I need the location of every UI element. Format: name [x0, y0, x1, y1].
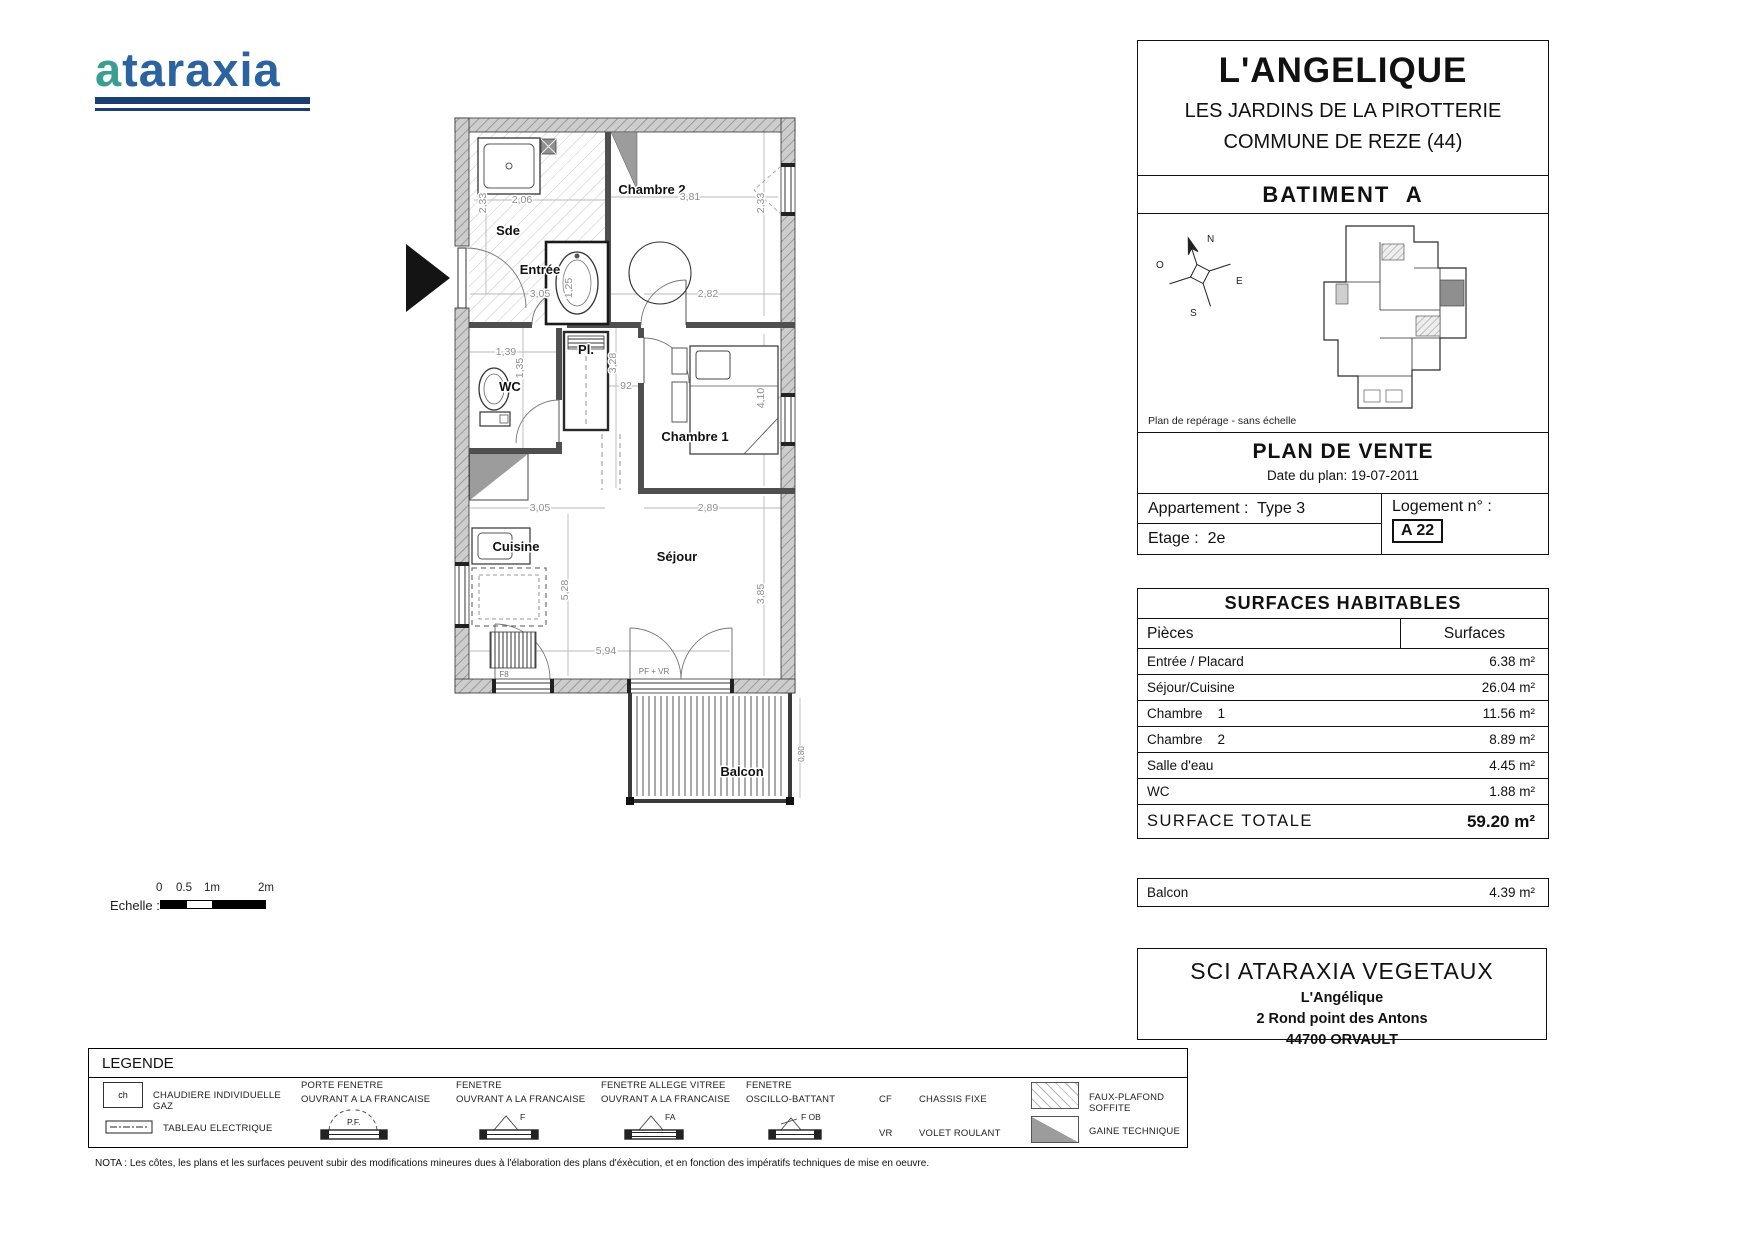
table-row: [1138, 753, 1548, 779]
piece-name: WC: [1147, 784, 1170, 799]
legend: [88, 1048, 1188, 1148]
batiment-label: BATIMENT A: [1138, 176, 1548, 214]
compass-n: N: [1207, 234, 1215, 245]
company-name: SCI ATARAXIA VEGETAUX: [1190, 958, 1494, 984]
ataraxia-logo: [95, 43, 310, 111]
legend-fob-2: OSCILLO-BATTANT: [746, 1094, 836, 1105]
project-names: [1138, 41, 1548, 176]
dimension-label: PF + VR: [638, 667, 670, 676]
balcon-row: [1137, 878, 1549, 907]
project-commune: COMMUNE DE REZE (44): [1223, 131, 1463, 153]
project-title: L'ANGELIQUE: [1218, 51, 1468, 90]
dimension-label: 0,80: [797, 746, 806, 762]
piece-name: Chambre 1: [1147, 706, 1226, 721]
dimension-label: 1,35: [514, 357, 526, 379]
dimension-label: 3,81: [679, 191, 701, 203]
plan-de-vente-section: [1138, 433, 1548, 494]
legend-gaine: GAINE TECHNIQUE: [1089, 1126, 1180, 1137]
piece-name: Salle d'eau: [1147, 758, 1214, 773]
legend-vr: VOLET ROULANT: [919, 1128, 1001, 1139]
scale-bar-graphic: [160, 900, 266, 909]
piece-name: Entrée / Placard: [1147, 654, 1244, 669]
logement-label: Logement n° :: [1392, 498, 1492, 515]
dimension-label: 92: [620, 380, 632, 392]
gaine-technique-swatch: [1031, 1116, 1079, 1143]
legend-f-2: OUVRANT A LA FRANCAISE: [456, 1094, 586, 1105]
room-label: Sde: [496, 223, 520, 238]
fenetre-icon: [472, 1108, 548, 1142]
room-label: Entrée: [519, 262, 561, 277]
dimension-label: F8: [499, 670, 509, 679]
balcony: [626, 693, 794, 805]
room-label: Balcon: [720, 764, 764, 779]
compass-rose-icon: [1154, 228, 1246, 320]
legend-fa-2: OUVRANT A LA FRANCAISE: [601, 1094, 731, 1105]
porte-fenetre-icon: [317, 1108, 393, 1142]
compass-e: E: [1236, 276, 1243, 287]
legend-f-1: FENETRE: [456, 1080, 502, 1091]
dimension-label: 4,10: [755, 387, 767, 409]
scale-tick-0: 0: [156, 882, 163, 894]
col-pieces: Pièces: [1147, 625, 1194, 642]
balcon-label: Balcon: [1147, 885, 1189, 900]
entrance-arrow: [406, 244, 450, 312]
apartment-info: [1138, 494, 1548, 554]
dimension-label: 3,05: [529, 502, 551, 514]
dimension-label: 3,28: [607, 352, 619, 374]
dimension-label: 1,39: [495, 346, 517, 358]
table-row: [1138, 701, 1548, 727]
room-label: Pl.: [578, 342, 594, 357]
logement-number: A 22: [1392, 519, 1443, 543]
piece-surface: 4.45 m²: [1489, 758, 1535, 773]
surfaces-title: SURFACES HABITABLES: [1138, 589, 1548, 619]
piece-surface: 11.56 m²: [1482, 706, 1535, 721]
piece-surface: 6.38 m²: [1489, 654, 1535, 669]
legend-title: LEGENDE: [89, 1049, 1187, 1078]
room-label: Chambre 2: [618, 182, 686, 197]
legend-pf-2: OUVRANT A LA FRANCAISE: [301, 1094, 431, 1105]
svg-text:FA: FA: [665, 1112, 676, 1122]
project-subtitle: LES JARDINS DE LA PIROTTERIE: [1184, 100, 1502, 122]
piece-surface: 26.04 m²: [1481, 680, 1535, 695]
scale-tick-2m: 2m: [258, 882, 274, 894]
scale-tick-05: 0.5: [176, 882, 192, 894]
legend-faux-plafond: FAUX-PLAFOND SOFFITE: [1089, 1092, 1165, 1114]
company-block: [1137, 948, 1547, 1048]
dimension-label: 3,05: [529, 288, 551, 300]
doc-type: PLAN DE VENTE: [1252, 440, 1434, 463]
window-left-cuisine: [455, 562, 469, 628]
tableau-electrique-icon: [105, 1118, 155, 1136]
legend-chaudiere: CHAUDIERE INDIVIDUELLE GAZ: [153, 1090, 281, 1112]
chaudiere-symbol-label: ch: [118, 1090, 128, 1100]
apartment-type: Appartement : Type 3: [1138, 494, 1381, 524]
scale-tick-1m: 1m: [204, 882, 220, 894]
dimension-label: 2,33: [477, 192, 489, 214]
company-line4: 44700 ORVAULT: [1285, 1032, 1398, 1048]
etage: Etage : 2e: [1148, 530, 1226, 547]
piece-name: Séjour/Cuisine: [1147, 680, 1235, 695]
table-row: [1138, 649, 1548, 675]
dimension-label: 5,28: [559, 579, 571, 601]
porte-fenetre-balcon: [627, 628, 734, 693]
locator-section: [1138, 214, 1548, 433]
legend-fob-1: FENETRE: [746, 1080, 792, 1091]
room-label: Séjour: [656, 549, 698, 564]
surface-totale-row: [1138, 804, 1548, 838]
logo-text: ataraxia: [95, 43, 281, 96]
logo-underline: [95, 97, 310, 104]
table-row: [1138, 675, 1548, 701]
surfaces-rows: [1138, 649, 1548, 804]
dimension-label: 2,89: [697, 502, 719, 514]
title-block: [1137, 40, 1549, 555]
cf-abbr: CF: [879, 1094, 893, 1105]
fenetre-allege-icon: [617, 1108, 693, 1142]
dimension-label: 2,33: [755, 192, 767, 214]
balcon-value: 4.39 m²: [1489, 885, 1535, 900]
building-locator-plan: [1316, 220, 1481, 420]
wc-fixtures: [479, 368, 510, 426]
plan-date: Date du plan: 19-07-2011: [1266, 468, 1420, 483]
compass-o: O: [1156, 260, 1164, 271]
table-row: [1138, 779, 1548, 804]
legend-cf: CHASSIS FIXE: [919, 1094, 987, 1105]
dimension-label: 3,85: [755, 583, 767, 605]
legend-pf-1: PORTE FENETRE: [301, 1080, 384, 1091]
piece-name: Chambre 2: [1147, 732, 1226, 747]
piece-surface: 8.89 m²: [1489, 732, 1535, 747]
chambre2-table: [629, 242, 691, 304]
locator-caption: Plan de repérage - sans échelle: [1148, 415, 1297, 427]
logo-underline-2: [95, 108, 310, 111]
compass-s: S: [1190, 308, 1197, 319]
table-row: [1138, 727, 1548, 753]
total-label: SURFACE TOTALE: [1147, 812, 1313, 830]
dimension-label: 5,94: [595, 645, 617, 657]
company-line2: L'Angélique: [1300, 990, 1384, 1006]
room-label: Chambre 1: [661, 429, 729, 444]
dimension-label: 2,82: [697, 288, 719, 300]
surfaces-table: [1137, 588, 1549, 839]
col-surfaces: Surfaces: [1400, 619, 1548, 648]
dimension-label: 2,06: [511, 194, 533, 206]
company-line3: 2 Rond point des Antons: [1256, 1011, 1428, 1027]
faux-plafond-swatch: [1031, 1082, 1079, 1109]
surfaces-header: [1138, 619, 1548, 649]
total-value: 59.20 m²: [1466, 812, 1535, 831]
legend-fa-1: FENETRE ALLEGE VITREE: [601, 1080, 726, 1091]
nota-text: NOTA : Les côtes, les plans et les surfaces peuvent subir des modifications mineures dues à l'élaboration des plans d'éxècution, et en fonction des impératifs techniques de mise en oeuvre.: [95, 1158, 930, 1169]
apartment-floor-plan: [390, 98, 840, 858]
vr-abbr: VR: [879, 1128, 893, 1139]
chaudiere-icon: [103, 1082, 143, 1108]
room-label: WC: [499, 379, 521, 394]
scale-bar: [110, 880, 370, 920]
legend-tableau: TABLEAU ELECTRIQUE: [163, 1123, 273, 1134]
svg-text:F: F: [520, 1112, 526, 1122]
piece-surface: 1.88 m²: [1489, 784, 1535, 799]
scale-label: Echelle :: [110, 898, 160, 913]
svg-text:F OB: F OB: [801, 1112, 821, 1122]
room-label: Cuisine: [492, 539, 540, 554]
svg-text:P.F.: P.F.: [347, 1117, 361, 1127]
dimension-label: 1,25: [563, 277, 575, 299]
oscillo-battant-icon: [757, 1108, 833, 1142]
